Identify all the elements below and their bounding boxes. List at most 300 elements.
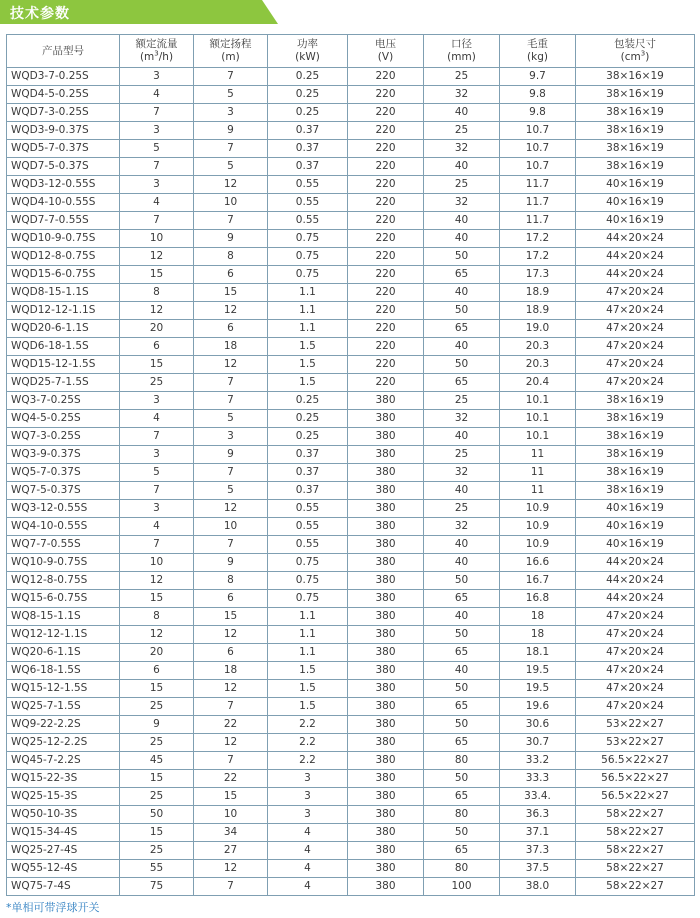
cell-flow: 6 [120,338,194,356]
cell-package: 47×20×24 [576,284,695,302]
cell-weight: 19.6 [500,698,576,716]
table-row [7,698,695,716]
cell-model: WQ15-6-0.75S [7,590,120,608]
cell-flow: 8 [120,284,194,302]
cell-model: WQ7-5-0.37S [7,482,120,500]
table-row [7,626,695,644]
cell-caliber: 100 [424,878,500,896]
cell-weight: 17.2 [500,248,576,266]
cell-model: WQ6-18-1.5S [7,662,120,680]
cell-power: 0.75 [268,248,348,266]
cell-model: WQD7-7-0.55S [7,212,120,230]
cell-voltage: 380 [348,518,424,536]
cell-package: 38×16×19 [576,104,695,122]
cell-caliber: 50 [424,356,500,374]
cell-head: 9 [194,122,268,140]
cell-flow: 15 [120,590,194,608]
table-row [7,104,695,122]
cell-head: 7 [194,698,268,716]
cell-weight: 38.0 [500,878,576,896]
cell-package: 58×22×27 [576,860,695,878]
cell-power: 4 [268,824,348,842]
cell-model: WQ12-8-0.75S [7,572,120,590]
cell-package: 47×20×24 [576,662,695,680]
cell-voltage: 220 [348,68,424,86]
cell-flow: 4 [120,194,194,212]
cell-package: 44×20×24 [576,590,695,608]
cell-power: 0.75 [268,266,348,284]
cell-package: 40×16×19 [576,518,695,536]
cell-voltage: 380 [348,500,424,518]
cell-package: 38×16×19 [576,392,695,410]
cell-voltage: 380 [348,806,424,824]
cell-caliber: 32 [424,410,500,428]
table-row [7,734,695,752]
cell-head: 6 [194,320,268,338]
cell-caliber: 80 [424,752,500,770]
table-row [7,806,695,824]
cell-power: 1.1 [268,284,348,302]
table-header-row [7,35,695,68]
cell-head: 5 [194,158,268,176]
cell-head: 8 [194,572,268,590]
cell-head: 15 [194,284,268,302]
cell-model: WQ9-22-2.2S [7,716,120,734]
cell-head: 3 [194,428,268,446]
cell-head: 15 [194,788,268,806]
header-package: 包装尺寸 $(cm^3)$ [576,35,695,68]
cell-head: 6 [194,644,268,662]
cell-power: 0.75 [268,554,348,572]
cell-voltage: 380 [348,842,424,860]
cell-head: 10 [194,806,268,824]
cell-weight: 20.4 [500,374,576,392]
cell-voltage: 380 [348,572,424,590]
cell-caliber: 32 [424,464,500,482]
cell-voltage: 220 [348,104,424,122]
cell-head: 7 [194,212,268,230]
cell-flow: 7 [120,104,194,122]
cell-voltage: 380 [348,590,424,608]
spec-table-container [6,34,694,896]
cell-flow: 12 [120,302,194,320]
table-row [7,842,695,860]
cell-flow: 7 [120,428,194,446]
cell-head: 6 [194,590,268,608]
table-row [7,572,695,590]
cell-caliber: 40 [424,158,500,176]
cell-caliber: 25 [424,392,500,410]
cell-weight: 33.3 [500,770,576,788]
cell-power: 1.1 [268,626,348,644]
header-head: 额定扬程 (m) [194,35,268,68]
cell-voltage: 220 [348,320,424,338]
cell-model: WQ5-7-0.37S [7,464,120,482]
cell-flow: 12 [120,572,194,590]
table-row [7,788,695,806]
cell-package: 47×20×24 [576,698,695,716]
cell-package: 40×16×19 [576,500,695,518]
table-row [7,770,695,788]
cell-weight: 36.3 [500,806,576,824]
table-row [7,302,695,320]
cell-voltage: 380 [348,824,424,842]
cell-power: 4 [268,860,348,878]
header-flow: 额定流量 $(m^3/h)$ [120,35,194,68]
cell-model: WQD10-9-0.75S [7,230,120,248]
cell-voltage: 380 [348,752,424,770]
cell-head: 12 [194,626,268,644]
cell-weight: 17.2 [500,230,576,248]
cell-flow: 15 [120,356,194,374]
table-row [7,392,695,410]
cell-head: 7 [194,464,268,482]
cell-weight: 16.6 [500,554,576,572]
cell-head: 27 [194,842,268,860]
cell-voltage: 220 [348,212,424,230]
cell-flow: 45 [120,752,194,770]
cell-power: 3 [268,806,348,824]
cell-voltage: 220 [348,194,424,212]
cell-weight: 19.5 [500,662,576,680]
cell-power: 1.1 [268,608,348,626]
cell-flow: 25 [120,374,194,392]
table-row [7,284,695,302]
cell-power: 1.5 [268,680,348,698]
cell-power: 0.75 [268,230,348,248]
cell-power: 1.1 [268,302,348,320]
cell-caliber: 50 [424,626,500,644]
cell-head: 15 [194,608,268,626]
cell-head: 12 [194,176,268,194]
header-model: 产品型号 [7,35,120,68]
cell-package: 38×16×19 [576,140,695,158]
table-row [7,518,695,536]
cell-package: 47×20×24 [576,626,695,644]
cell-flow: 10 [120,554,194,572]
cell-package: 58×22×27 [576,842,695,860]
cell-caliber: 50 [424,680,500,698]
cell-model: WQD25-7-1.5S [7,374,120,392]
cell-model: WQ15-34-4S [7,824,120,842]
cell-weight: 18.9 [500,284,576,302]
cell-power: 2.2 [268,752,348,770]
cell-weight: 11 [500,482,576,500]
cell-head: 12 [194,860,268,878]
table-row [7,608,695,626]
cell-voltage: 380 [348,878,424,896]
cell-weight: 33.4. [500,788,576,806]
table-row [7,356,695,374]
cell-flow: 4 [120,86,194,104]
cell-package: 47×20×24 [576,320,695,338]
cell-caliber: 32 [424,194,500,212]
cell-weight: 10.9 [500,518,576,536]
cell-package: 38×16×19 [576,446,695,464]
cell-head: 12 [194,734,268,752]
cell-package: 38×16×19 [576,482,695,500]
cell-voltage: 380 [348,770,424,788]
cell-head: 5 [194,86,268,104]
table-row [7,212,695,230]
cell-weight: 18 [500,626,576,644]
section-title: 技术参数 [10,6,70,22]
cell-caliber: 65 [424,698,500,716]
cell-caliber: 25 [424,68,500,86]
table-row [7,68,695,86]
cell-flow: 15 [120,770,194,788]
cell-power: 4 [268,878,348,896]
cell-package: 44×20×24 [576,572,695,590]
cell-weight: 11 [500,464,576,482]
cell-power: 0.55 [268,176,348,194]
cell-model: WQ3-9-0.37S [7,446,120,464]
cell-flow: 9 [120,716,194,734]
cell-voltage: 380 [348,860,424,878]
cell-caliber: 50 [424,302,500,320]
table-row [7,644,695,662]
cell-flow: 3 [120,122,194,140]
cell-package: 38×16×19 [576,464,695,482]
cell-voltage: 220 [348,284,424,302]
cell-weight: 30.6 [500,716,576,734]
cell-flow: 15 [120,680,194,698]
cell-caliber: 25 [424,176,500,194]
cell-weight: 10.9 [500,500,576,518]
cell-head: 22 [194,770,268,788]
cell-model: WQ12-12-1.1S [7,626,120,644]
cell-caliber: 25 [424,446,500,464]
table-row [7,140,695,158]
cell-model: WQD12-8-0.75S [7,248,120,266]
cell-voltage: 380 [348,716,424,734]
cell-package: 38×16×19 [576,428,695,446]
table-row [7,536,695,554]
footnote: *单相可带浮球开关 [6,901,100,914]
cell-power: 0.55 [268,194,348,212]
cell-caliber: 50 [424,716,500,734]
cell-package: 58×22×27 [576,878,695,896]
cell-voltage: 380 [348,680,424,698]
cell-voltage: 220 [348,140,424,158]
cell-voltage: 380 [348,428,424,446]
cell-power: 4 [268,842,348,860]
cell-head: 10 [194,518,268,536]
cell-voltage: 380 [348,662,424,680]
cell-flow: 4 [120,518,194,536]
cell-head: 12 [194,500,268,518]
cell-model: WQ20-6-1.1S [7,644,120,662]
cell-weight: 20.3 [500,338,576,356]
cell-head: 7 [194,68,268,86]
header-voltage: 电压 (V) [348,35,424,68]
cell-weight: 33.2 [500,752,576,770]
table-row [7,878,695,896]
cell-voltage: 380 [348,788,424,806]
cell-weight: 9.8 [500,104,576,122]
cell-model: WQD12-12-1.1S [7,302,120,320]
cell-caliber: 40 [424,482,500,500]
cell-package: 47×20×24 [576,356,695,374]
table-row [7,194,695,212]
cell-flow: 3 [120,500,194,518]
table-row [7,230,695,248]
cell-head: 5 [194,410,268,428]
table-row [7,446,695,464]
cell-package: 47×20×24 [576,644,695,662]
cell-head: 9 [194,230,268,248]
cell-model: WQD3-12-0.55S [7,176,120,194]
cell-power: 0.37 [268,140,348,158]
cell-power: 0.55 [268,536,348,554]
cell-package: 38×16×19 [576,86,695,104]
table-row [7,860,695,878]
cell-power: 1.5 [268,698,348,716]
cell-model: WQ55-12-4S [7,860,120,878]
cell-flow: 25 [120,842,194,860]
cell-caliber: 40 [424,536,500,554]
cell-power: 1.5 [268,338,348,356]
cell-weight: 9.8 [500,86,576,104]
table-row [7,266,695,284]
cell-package: 38×16×19 [576,158,695,176]
cell-package: 53×22×27 [576,734,695,752]
cell-flow: 3 [120,392,194,410]
cell-model: WQD15-6-0.75S [7,266,120,284]
cell-voltage: 380 [348,626,424,644]
cell-flow: 12 [120,248,194,266]
cell-package: 44×20×24 [576,248,695,266]
table-row [7,680,695,698]
cell-model: WQD5-7-0.37S [7,140,120,158]
cell-voltage: 380 [348,698,424,716]
cell-flow: 7 [120,158,194,176]
cell-flow: 25 [120,698,194,716]
cell-voltage: 380 [348,446,424,464]
cell-flow: 7 [120,212,194,230]
cell-power: 3 [268,788,348,806]
cell-flow: 7 [120,536,194,554]
cell-voltage: 380 [348,536,424,554]
cell-weight: 16.8 [500,590,576,608]
cell-caliber: 50 [424,770,500,788]
cell-voltage: 380 [348,482,424,500]
cell-caliber: 50 [424,572,500,590]
cell-flow: 5 [120,464,194,482]
table-row [7,248,695,266]
cell-caliber: 50 [424,824,500,842]
cell-caliber: 40 [424,662,500,680]
cell-package: 53×22×27 [576,716,695,734]
cell-weight: 10.9 [500,536,576,554]
cell-package: 47×20×24 [576,608,695,626]
table-row [7,716,695,734]
cell-package: 56.5×22×27 [576,788,695,806]
cell-model: WQ25-7-1.5S [7,698,120,716]
cell-power: 3 [268,770,348,788]
cell-model: WQD15-12-1.5S [7,356,120,374]
cell-flow: 3 [120,446,194,464]
cell-weight: 30.7 [500,734,576,752]
cell-weight: 37.3 [500,842,576,860]
cell-caliber: 65 [424,266,500,284]
cell-caliber: 40 [424,608,500,626]
cell-head: 3 [194,104,268,122]
cell-power: 2.2 [268,716,348,734]
header-power: 功率 (kW) [268,35,348,68]
header-caliber: 口径 (mm) [424,35,500,68]
cell-power: 0.55 [268,518,348,536]
cell-caliber: 80 [424,860,500,878]
cell-power: 1.5 [268,374,348,392]
spec-table-body [7,68,695,896]
cell-caliber: 65 [424,644,500,662]
table-row [7,320,695,338]
header-weight: 毛重 (kg) [500,35,576,68]
cell-flow: 25 [120,788,194,806]
cell-power: 0.75 [268,572,348,590]
cell-caliber: 32 [424,518,500,536]
cell-voltage: 220 [348,374,424,392]
cell-model: WQ7-3-0.25S [7,428,120,446]
cell-head: 7 [194,752,268,770]
cell-model: WQD7-3-0.25S [7,104,120,122]
cell-head: 18 [194,662,268,680]
cell-package: 40×16×19 [576,212,695,230]
cell-voltage: 380 [348,734,424,752]
cell-package: 47×20×24 [576,338,695,356]
cell-model: WQ10-9-0.75S [7,554,120,572]
cell-model: WQ25-15-3S [7,788,120,806]
cell-model: WQ8-15-1.1S [7,608,120,626]
cell-weight: 18.9 [500,302,576,320]
cell-caliber: 65 [424,788,500,806]
table-row [7,122,695,140]
table-row [7,338,695,356]
cell-model: WQD8-15-1.1S [7,284,120,302]
cell-flow: 8 [120,608,194,626]
cell-caliber: 25 [424,500,500,518]
cell-head: 5 [194,482,268,500]
cell-power: 1.5 [268,356,348,374]
cell-power: 0.37 [268,464,348,482]
cell-head: 7 [194,374,268,392]
cell-weight: 9.7 [500,68,576,86]
cell-caliber: 32 [424,140,500,158]
cell-flow: 55 [120,860,194,878]
cell-voltage: 380 [348,554,424,572]
cell-head: 12 [194,680,268,698]
cell-head: 8 [194,248,268,266]
cell-voltage: 220 [348,266,424,284]
cell-model: WQ7-7-0.55S [7,536,120,554]
cell-power: 0.37 [268,446,348,464]
cell-model: WQ4-5-0.25S [7,410,120,428]
cell-flow: 5 [120,140,194,158]
cell-weight: 19.0 [500,320,576,338]
cell-caliber: 32 [424,86,500,104]
cell-package: 44×20×24 [576,554,695,572]
cell-power: 0.25 [268,68,348,86]
cell-head: 9 [194,446,268,464]
cell-weight: 10.7 [500,140,576,158]
cell-weight: 16.7 [500,572,576,590]
cell-caliber: 40 [424,554,500,572]
cell-weight: 10.1 [500,410,576,428]
spec-table [6,34,695,896]
cell-power: 0.25 [268,86,348,104]
cell-package: 38×16×19 [576,68,695,86]
